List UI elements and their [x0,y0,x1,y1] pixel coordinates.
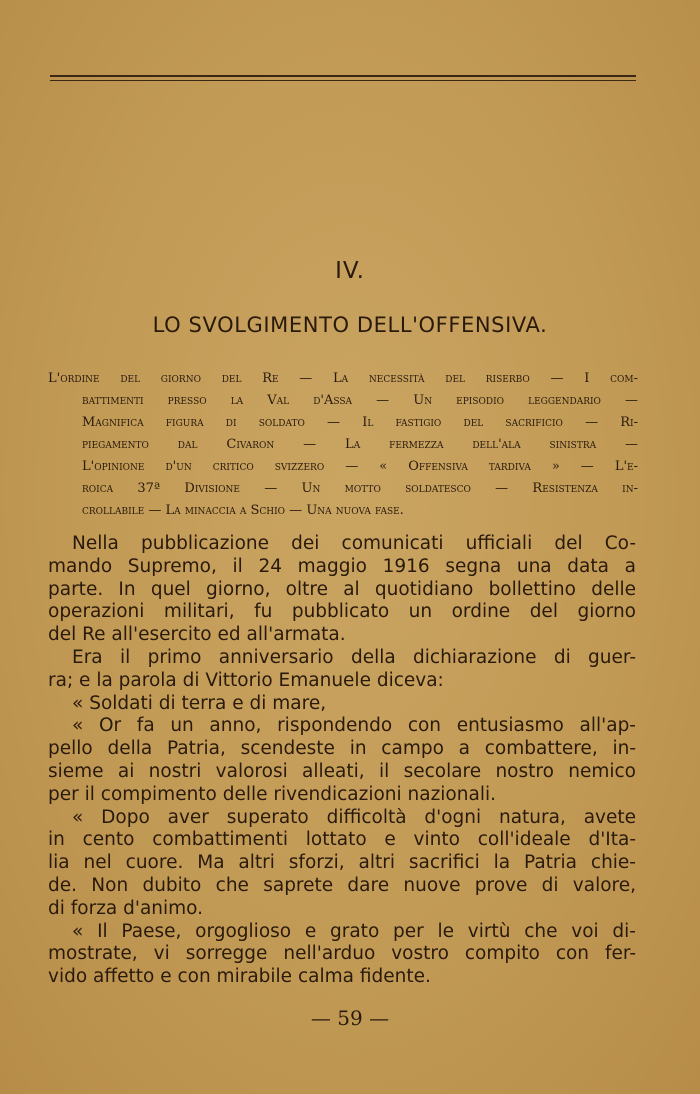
page-number: — 59 — [310,1006,390,1030]
summary-line: Magnifica figura di soldato — Il fastigio del sacrificio — Ri- [82,415,638,430]
body-line: « Il Paese, orgoglioso e grato per le virtù che voi di- [72,920,636,942]
summary-line: roica 37ª Divisione — Un motto soldatesco — Resistenza in- [82,481,638,496]
header-rule-thick [50,75,636,77]
body-line: Era il primo anniversario della dichiarazione di guer- [72,646,636,668]
body-line: in cento combattimenti lottato e vinto coll'ideale d'Ita- [48,829,636,851]
chapter-title: LO SVOLGIMENTO DELL'OFFENSIVA. [152,313,548,337]
body-text [48,533,636,989]
body-line: per il compimento delle rivendicazioni nazionali. [48,783,496,805]
body-line: de. Non dubito che saprete dare nuove prove di valore, [48,874,636,896]
body-line: mostrate, vi sorregge nell'arduo vostro compito con fer- [48,943,636,965]
body-line: Nella pubblicazione dei comunicati ufficiali del Co- [72,533,636,554]
body-line: pello della Patria, scendeste in campo a combattere, in- [48,738,636,760]
chapter-number: IV. [335,258,365,284]
body-line: parte. In quel giorno, oltre al quotidiano bollettino delle [48,578,636,600]
body-line: mando Supremo, il 24 maggio 1916 segna una data a [48,555,636,577]
body-line: lia nel cuore. Ma altri sforzi, altri sacrifici la Patria chie- [48,852,636,874]
body-line: del Re all'esercito ed all'armata. [48,624,346,646]
body-line: vido affetto e con mirabile calma fidente. [48,966,431,988]
body-line: di forza d'animo. [48,897,204,919]
body-line: « Or fa un anno, rispondendo con entusiasmo all'ap- [72,715,636,737]
header-rule-thin [50,80,636,81]
summary-line: crollabile — La minaccia a Schio — Una nuova fase. [82,503,404,518]
body-line: sieme ai nostri valorosi alleati, il secolare nostro nemico [48,760,636,782]
body-line: « Dopo aver superato difficoltà d'ogni natura, avete [72,806,636,828]
body-line: operazioni militari, fu pubblicato un ordine del giorno [48,601,636,623]
summary-line: L'opinione d'un critico svizzero — « Offensiva tardiva » — L'e- [82,459,638,474]
summary-line: battimenti presso la Val d'Assa — Un episodio leggendario — [82,393,638,408]
summary-line: piegamento dal Civaron — La fermezza dell'ala sinistra — [82,437,638,452]
chapter-summary [48,368,638,522]
summary-line: L'ordine del giorno del Re — La necessità del riserbo — I com- [48,371,638,386]
body-line: ra; e la parola di Vittorio Emanuele diceva: [48,669,444,691]
body-line: « Soldati di terra e di mare, [72,692,327,714]
